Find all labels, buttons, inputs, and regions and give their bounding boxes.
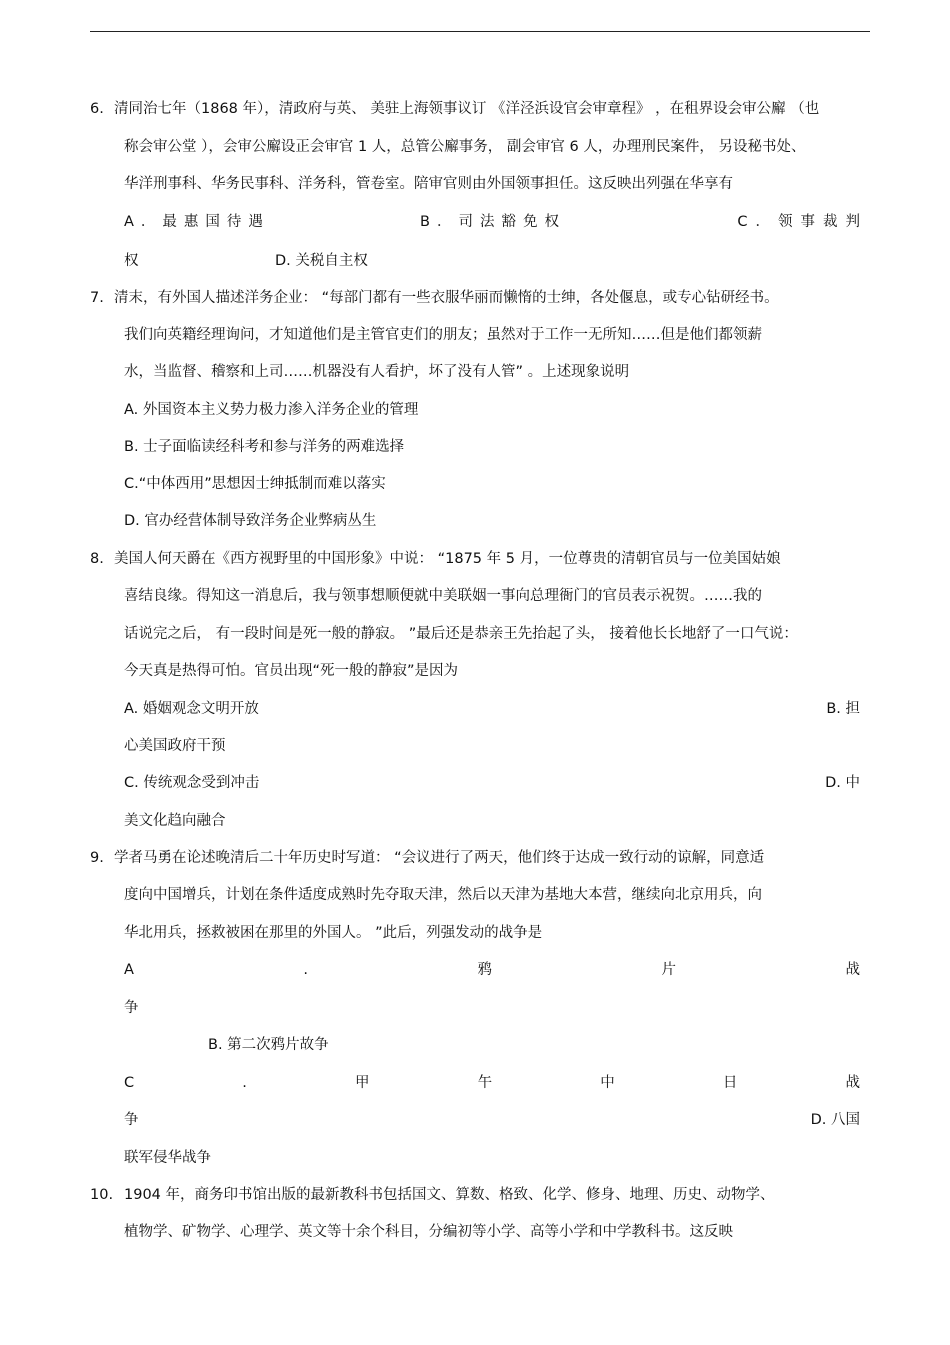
q7-option-a: A. 外国资本主义势力极力渗入洋务企业的管理 — [124, 402, 419, 418]
q6-option-c-tail: 权 — [124, 253, 139, 269]
q8-line4: 今天真是热得可怕。官员出现“死一般的静寂”是因为 — [124, 663, 459, 679]
q9-option-d-head: D. 八国 — [810, 1112, 860, 1128]
q9-line1: 9. 学者马勇在论述晚清后二十年历史时写道： “会议进行了两天，他们终于达成一致行动的谅解，同意适 — [90, 850, 765, 866]
q7-line1: 7. 清末，有外国人描述洋务企业： “每部门都有一些衣服华丽而懒惰的士绅，各处偃息，或专心钻研经书。 — [90, 290, 779, 306]
q7-option-c: C.“中体西用”思想因士绅抵制而难以落实 — [124, 476, 386, 492]
q9-number: 9. — [90, 850, 104, 866]
q6-option-d: D. 关税自主权 — [275, 253, 368, 269]
q10-line1: 10. 1904 年，商务印书馆出版的最新教科书包括国文、算数、格致、化学、修身、地理、历史、动物学、 — [90, 1187, 775, 1203]
q10-line2: 植物学、矿物学、心理学、英文等十余个科目，分编初等小学、高等小学和中学教科书。这反映 — [124, 1224, 733, 1240]
q7-line3: 水，当监督、稽察和上司……机器没有人看护，坏了没有人管” 。上述现象说明 — [124, 364, 630, 380]
q10-number: 10. — [90, 1187, 114, 1203]
header-rule — [90, 31, 870, 32]
q8-option-b-head: B. 担 — [826, 701, 860, 717]
q9-line2: 度向中国增兵，计划在条件适度成熟时先夺取天津，然后以天津为基地大本营，继续向北京用兵，向 — [124, 887, 762, 903]
q8-option-d-tail: 美文化趋向融合 — [124, 813, 226, 829]
q9-option-a: A . 鸦 片 战 — [124, 962, 860, 978]
q6-line3: 华洋刑事科、华务民事科、洋务科，管卷室。陪审官则由外国领事担任。这反映出列强在华享有 — [124, 176, 733, 192]
q6-number: 6. — [90, 101, 104, 117]
q8-option-c: C. 传统观念受到冲击 — [124, 775, 260, 791]
q9-option-c-tail: 争 — [124, 1112, 139, 1128]
q8-line1: 8. 美国人何天爵在《西方视野里的中国形象》中说： “1875 年 5 月，一位尊贵的清朝官员与一位美国姑娘 — [90, 551, 781, 567]
q8-option-a: A. 婚姻观念文明开放 — [124, 701, 259, 717]
q9-option-d-tail: 联军侵华战争 — [124, 1150, 211, 1166]
q7-line2: 我们向英籍经理询问，才知道他们是主管官吏们的朋友；虽然对于工作一无所知……但是他们都领薪 — [124, 327, 762, 343]
q8-line2: 喜结良缘。得知这一消息后，我与领事想顺便就中美联姻一事向总理衙门的官员表示祝贺。……我的 — [124, 588, 762, 604]
q6-option-a: A．最惠国待遇 — [124, 214, 270, 230]
q8-number: 8. — [90, 551, 104, 567]
q7-option-d: D. 官办经营体制导致洋务企业弊病丛生 — [124, 513, 377, 529]
q6-line2: 称会审公堂 ），会审公廨设正会审官 1 人，总管公廨事务， 副会审官 6 人，办理刑民案件， 另设秘书处、 — [124, 139, 806, 155]
q8-option-b-tail: 心美国政府干预 — [124, 738, 226, 754]
q9-line3: 华北用兵，拯救被困在那里的外国人。 ”此后，列强发动的战争是 — [124, 925, 543, 941]
q8-option-d-head: D. 中 — [825, 775, 860, 791]
q6-option-b: B．司法豁免权 — [420, 214, 566, 230]
q9-option-c: C . 甲 午 中 日 战 — [124, 1075, 860, 1091]
q9-option-a-tail: 争 — [124, 1000, 139, 1016]
q6-option-c: C．领事裁判 — [737, 214, 868, 230]
q8-line3: 话说完之后， 有一段时间是死一般的静寂。 ”最后还是恭亲王先抬起了头， 接着他长长地舒了一口气说： — [124, 626, 798, 642]
q7-option-b: B. 士子面临读经科考和参与洋务的两难选择 — [124, 439, 405, 455]
q9-option-b: B. 第二次鸦片故争 — [208, 1037, 329, 1053]
q7-number: 7. — [90, 290, 104, 306]
q6-line1: 6. 清同治七年（1868 年），清政府与英、 美驻上海领事议订 《洋泾浜设官会审章程》 ，在租界设会审公廨 （也 — [90, 101, 820, 117]
